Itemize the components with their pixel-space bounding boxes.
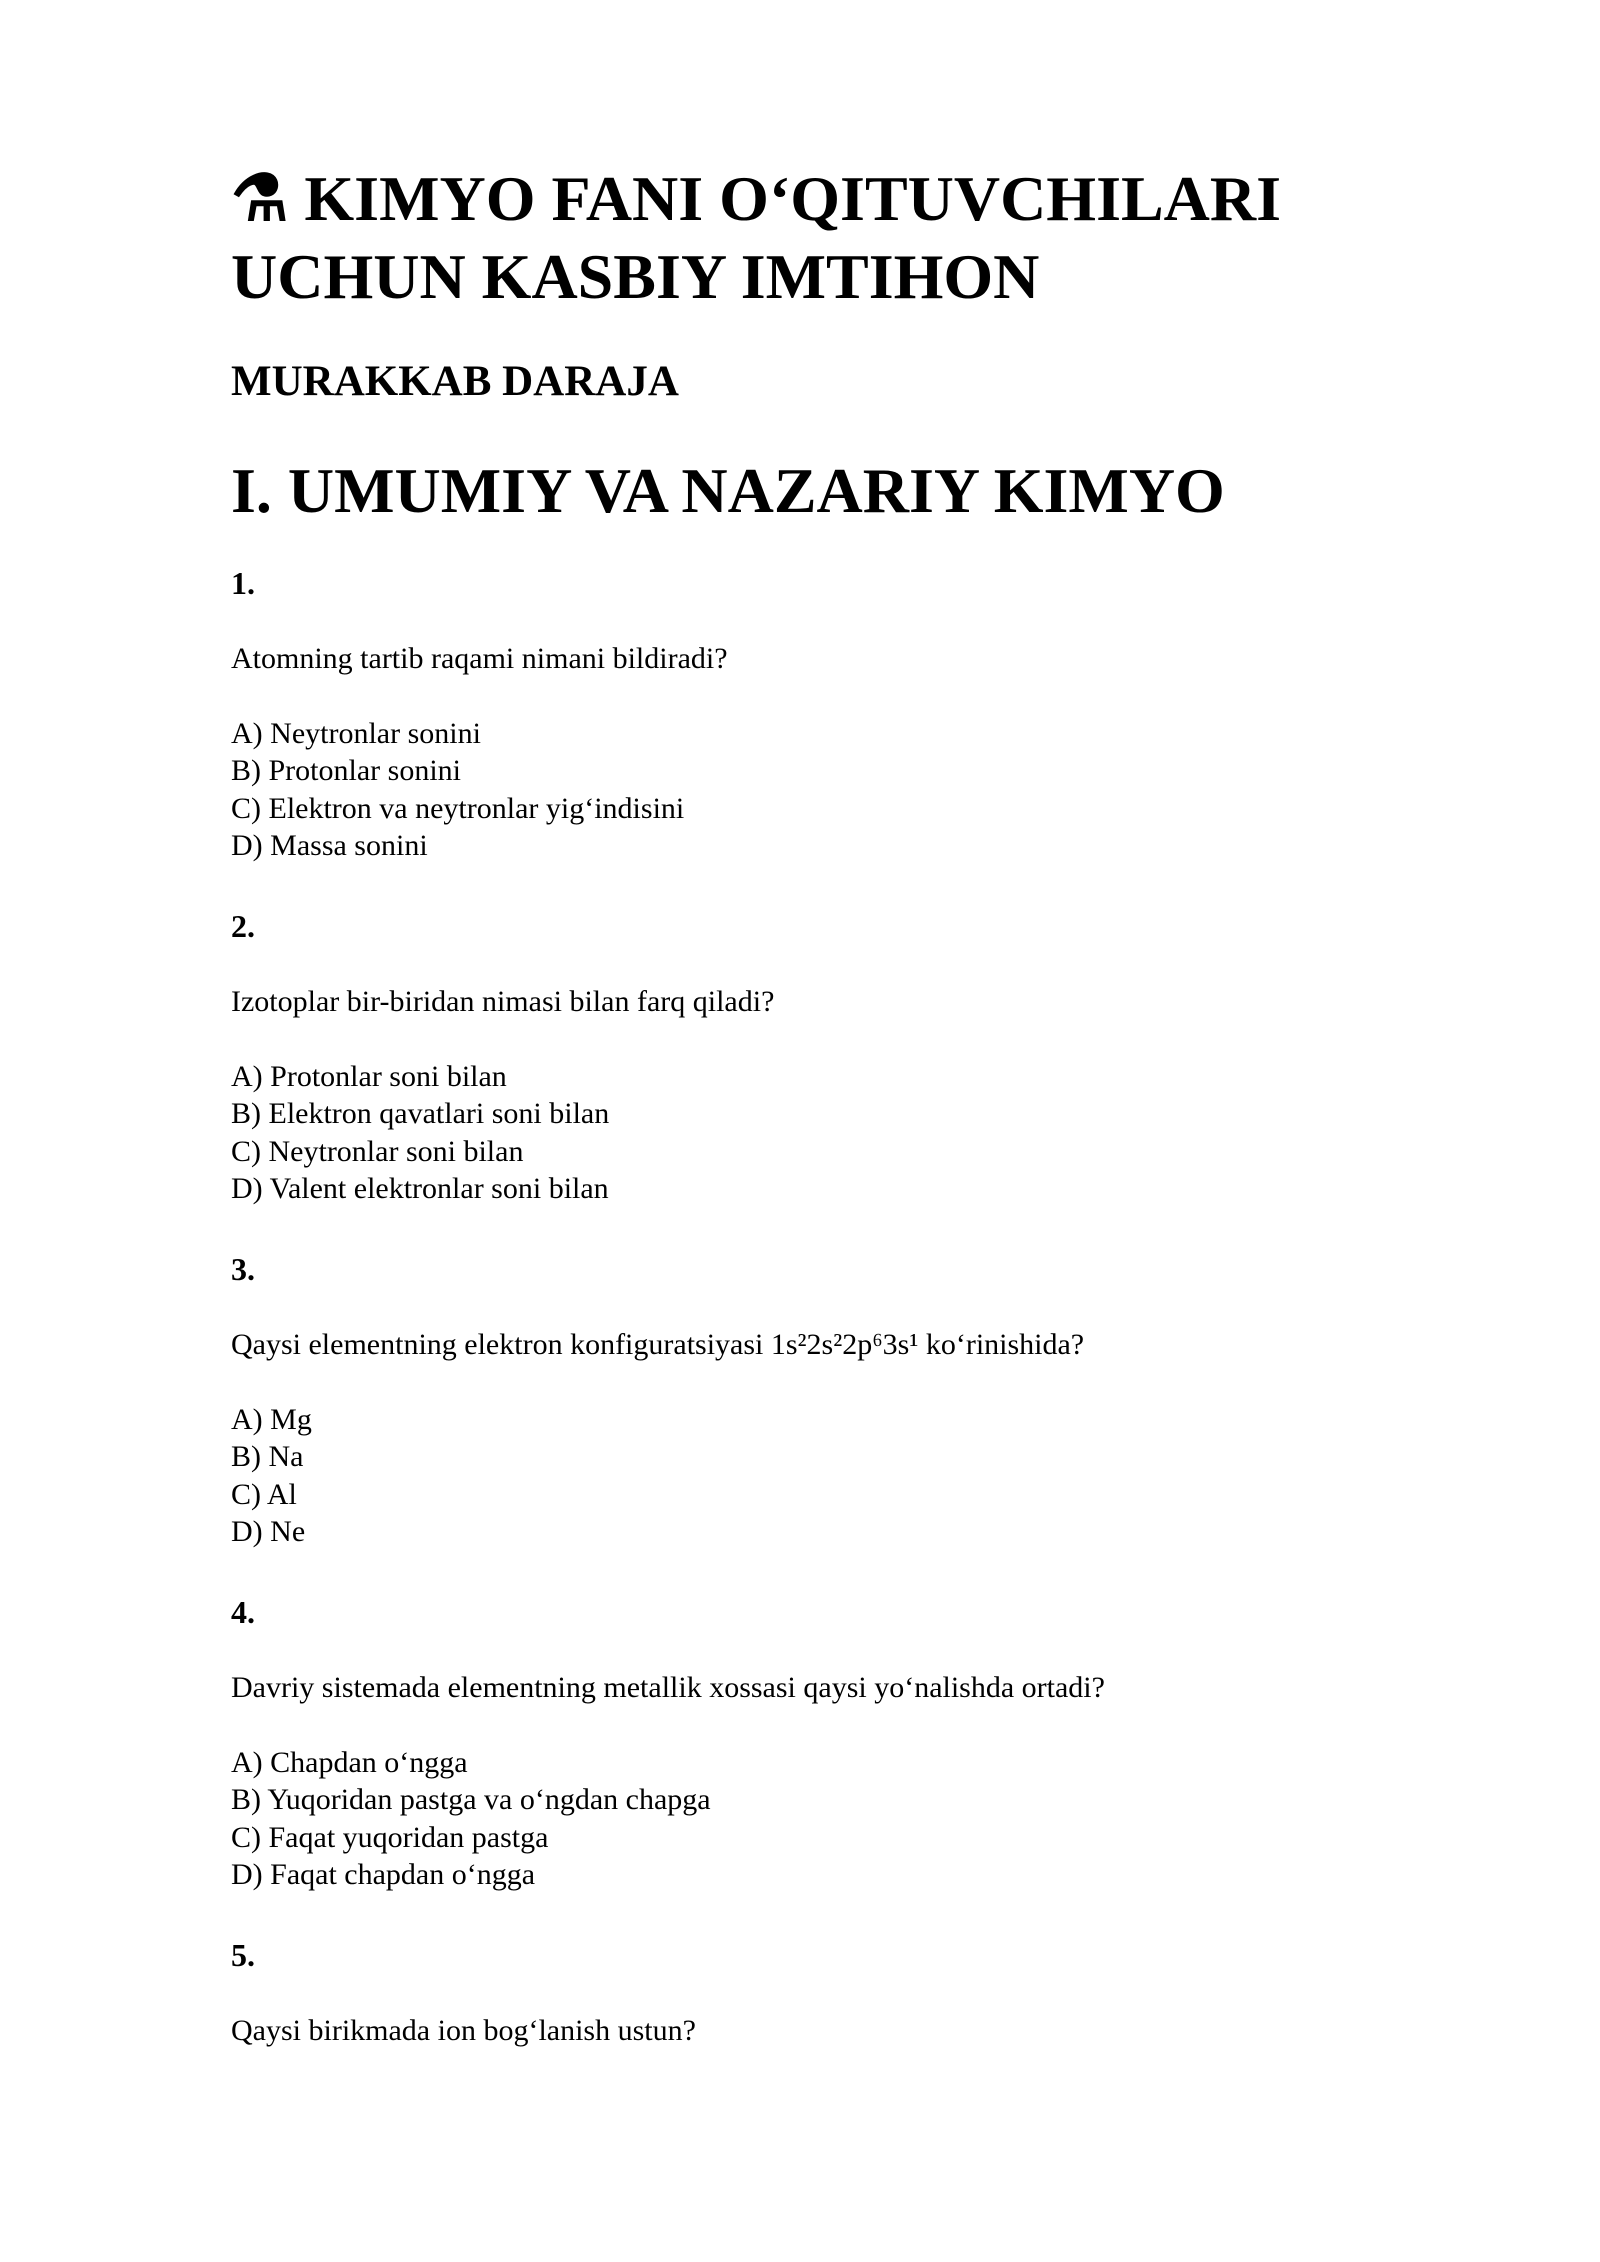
- answer-option: D) Faqat chapdan o‘ngga: [231, 1858, 536, 1891]
- answer-option: D) Massa sonini: [231, 829, 428, 862]
- question-text: Qaysi elementning elektron konfiguratsiyasi 1s²2s²2p⁶3s¹ ko‘rinishida?: [231, 1328, 1085, 1361]
- answer-option: B) Elektron qavatlari soni bilan: [231, 1097, 610, 1130]
- answer-option: A) Protonlar soni bilan: [231, 1060, 507, 1093]
- answer-option: B) Na: [231, 1440, 304, 1473]
- answer-option: A) Mg: [231, 1403, 312, 1436]
- question-number: 4.: [231, 1594, 255, 1630]
- question-number: 5.: [231, 1937, 255, 1973]
- question-text: Atomning tartib raqami nimani bildiradi?: [231, 642, 728, 675]
- answer-option: A) Chapdan o‘ngga: [231, 1746, 468, 1779]
- answer-option: C) Elektron va neytronlar yig‘indisini: [231, 792, 685, 825]
- question-text: Qaysi birikmada ion bog‘lanish ustun?: [231, 2014, 696, 2047]
- document-subtitle: MURAKKAB DARAJA: [231, 358, 679, 405]
- answer-option: D) Ne: [231, 1515, 306, 1548]
- answer-option: D) Valent elektronlar soni bilan: [231, 1172, 609, 1205]
- question-number: 2.: [231, 908, 255, 944]
- section-title: I. UMUMIY VA NAZARIY KIMYO: [231, 455, 1225, 526]
- question-text: Davriy sistemada elementning metallik xossasi qaysi yo‘nalishda ortadi?: [231, 1671, 1105, 1704]
- question-number: 1.: [231, 565, 255, 601]
- answer-option: B) Yuqoridan pastga va o‘ngdan chapga: [231, 1783, 711, 1816]
- answer-option: C) Neytronlar soni bilan: [231, 1135, 524, 1168]
- answer-option: C) Al: [231, 1478, 297, 1511]
- question-number: 3.: [231, 1251, 255, 1287]
- document-title: ⚗ KIMYO FANI O‘QITUVCHILARI UCHUN KASBIY IMTIHON: [231, 163, 1281, 312]
- answer-option: C) Faqat yuqoridan pastga: [231, 1821, 549, 1854]
- answer-option: B) Protonlar sonini: [231, 754, 461, 787]
- question-text: Izotoplar bir-biridan nimasi bilan farq qiladi?: [231, 985, 775, 1018]
- answer-option: A) Neytronlar sonini: [231, 717, 481, 750]
